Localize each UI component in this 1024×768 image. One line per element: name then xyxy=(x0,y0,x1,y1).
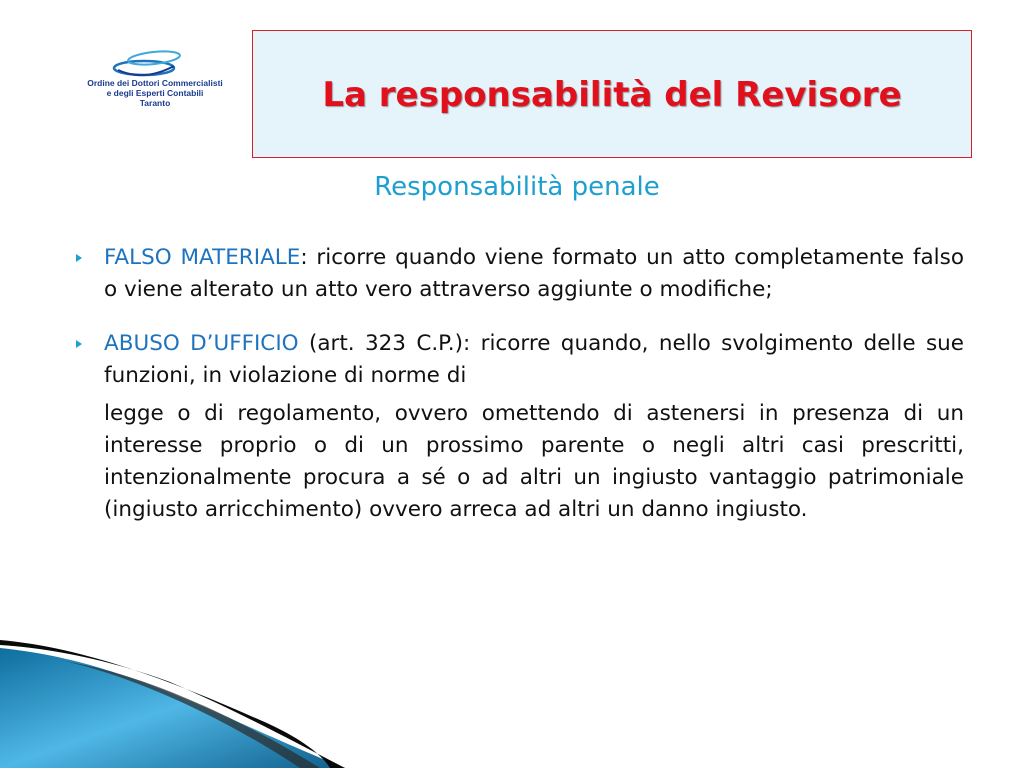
bullet-continuation: legge o di regolamento, ovvero omettendo di astenersi in presenza di un interesse proprio o di un prossimo parente o negli altri casi prescritti, intenzionalmente procura a sé o ad altri un ingiusto vantaggio patrimoniale (ingiusto arricchimento) ovvero arreca ad altri un danno ingiusto. xyxy=(104,401,964,522)
logo-line-3: Taranto xyxy=(139,98,171,108)
bullet-item-abuso-ufficio xyxy=(76,328,964,392)
orbit-swirl-logo-icon xyxy=(108,48,188,80)
logo-line-2: e degli Esperti Contabili xyxy=(106,88,204,98)
section-subtitle: Responsabilità penale xyxy=(374,172,660,202)
bullet-text: (art. 323 C.P.): ricorre quando, nello svolgimento delle sue funzioni, in violazione di norme di xyxy=(104,331,965,388)
bullet-item-falso-materiale xyxy=(76,242,964,306)
title-box xyxy=(252,30,972,158)
bullet-list xyxy=(76,242,964,526)
bullet-term: ABUSO D’UFFICIO xyxy=(104,331,299,356)
arrow-right-icon xyxy=(76,340,82,348)
logo-line-1: Ordine dei Dottori Commercialisti xyxy=(87,78,223,88)
slide-title: La responsabilità del Revisore xyxy=(322,75,902,115)
arrow-right-icon xyxy=(76,254,82,262)
logo-text xyxy=(60,78,250,108)
organization-logo xyxy=(60,48,250,118)
bullet-text: : ricorre quando viene formato un atto completamente falso o viene alterato un atto vero attraverso aggiunte o modifiche; xyxy=(104,245,964,302)
bullet-term: FALSO MATERIALE xyxy=(104,245,301,270)
